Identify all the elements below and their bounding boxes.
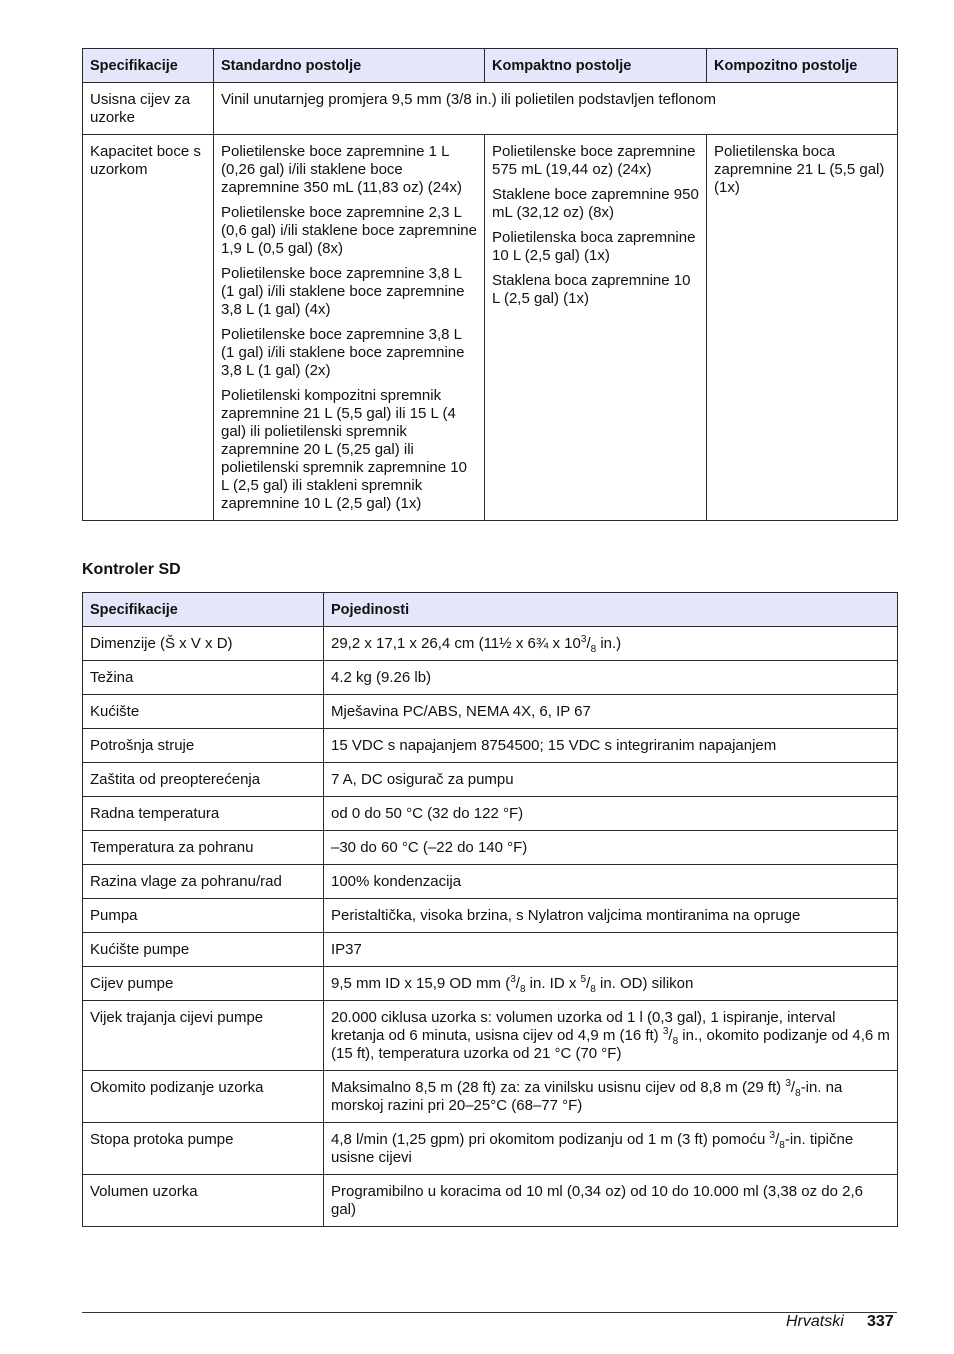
spec-label: Kapacitet boce s uzorkom [83, 135, 214, 521]
spec-label: Okomito podizanje uzorka [83, 1071, 324, 1123]
header-cell: Specifikacije [83, 49, 214, 83]
table-row [83, 695, 898, 729]
bottle-option: Polietilenska boca zapremnine 21 L (5,5 gal) (1x) [714, 143, 885, 196]
spec-value: 29,2 x 17,1 x 26,4 cm (11½ x 6¾ x $10^3/_8$ in.) [324, 627, 898, 661]
table-row [83, 729, 898, 763]
table-row [83, 831, 898, 865]
spec-value: 9,5 mm ID x 15,9 OD mm ($^3/_8$ in. ID x $^5/_8$ in. OD) silikon [324, 967, 898, 1001]
header-cell: Kompaktno postolje [485, 49, 707, 83]
standard-stand-cell [214, 135, 485, 521]
spec-value: –30 do 60 °C (–22 do 140 °F) [324, 831, 898, 865]
page-number: 337 [867, 1313, 894, 1330]
controller-specs-table [82, 592, 898, 1227]
spec-label: Usisna cijev za uzorke [83, 83, 214, 135]
spec-value: Mješavina PC/ABS, NEMA 4X, 6, IP 67 [324, 695, 898, 729]
spec-label: Dimenzije (Š x V x D) [83, 627, 324, 661]
bottle-option: Staklena boca zapremnine 10 L (2,5 gal) (1x) [492, 272, 691, 307]
bottle-option: Polietilenske boce zapremnine 575 mL (19,44 oz) (24x) [492, 143, 696, 178]
bottle-option: Polietilenske boce zapremnine 2,3 L (0,6 gal) i/ili staklene boce zapremnine 1,9 L (0,5 gal) (8x) [221, 204, 477, 257]
spec-label: Kućište [83, 695, 324, 729]
bottle-option: Polietilenska boca zapremnine 10 L (2,5 gal) (1x) [492, 229, 696, 264]
bottle-option: Staklene boce zapremnine 950 mL (32,12 oz) (8x) [492, 186, 699, 221]
spec-value: Vinil unutarnjeg promjera 9,5 mm (3/8 in.) ili polietilen podstavljen teflonom [214, 83, 898, 135]
footer-language: Hrvatski [786, 1313, 844, 1330]
table-row [83, 627, 898, 661]
spec-label: Vijek trajanja cijevi pumpe [83, 1001, 324, 1071]
header-cell: Kompozitno postolje [707, 49, 898, 83]
spec-label: Zaštita od preopterećenja [83, 763, 324, 797]
spec-value: 7 A, DC osigurač za pumpu [324, 763, 898, 797]
table-header-row [83, 593, 898, 627]
spec-label: Razina vlage za pohranu/rad [83, 865, 324, 899]
spec-label: Volumen uzorka [83, 1175, 324, 1227]
sampler-specs-table [82, 48, 898, 521]
table-row [83, 933, 898, 967]
spec-value: 15 VDC s napajanjem 8754500; 15 VDC s integriranim napajanjem [324, 729, 898, 763]
bottle-option: Polietilenske boce zapremnine 3,8 L (1 gal) i/ili staklene boce zapremnine 3,8 L (1 gal) (2x) [221, 326, 465, 379]
table-row [83, 661, 898, 695]
spec-label: Potrošnja struje [83, 729, 324, 763]
bottle-option: Polietilenske boce zapremnine 3,8 L (1 gal) i/ili staklene boce zapremnine 3,8 L (1 gal) (4x) [221, 265, 465, 318]
spec-value: 4,8 l/min (1,25 gpm) pri okomitom podizanju od 1 m (3 ft) pomoću $^3/_8-in$. tipične usisne cijevi [324, 1123, 898, 1175]
spec-value: Programibilno u koracima od 10 ml (0,34 oz) od 10 do 10.000 ml (3,38 oz do 2,6 gal) [324, 1175, 898, 1227]
spec-label: Težina [83, 661, 324, 695]
table-row [83, 797, 898, 831]
table-row [83, 865, 898, 899]
spec-value: 4.2 kg (9.26 lb) [324, 661, 898, 695]
spec-label: Pumpa [83, 899, 324, 933]
spec-label: Stopa protoka pumpe [83, 1123, 324, 1175]
header-cell: Pojedinosti [324, 593, 898, 627]
spec-value: Maksimalno 8,5 m (28 ft) za: za vinilsku usisnu cijev od 8,8 m (29 ft) $^3/_8-in$. na morskoj razini pri 20–25°C (68–77 °F) [324, 1071, 898, 1123]
header-cell: Specifikacije [83, 593, 324, 627]
composite-stand-cell [707, 135, 898, 521]
table-header-row [83, 49, 898, 83]
bottle-option: Polietilenski kompozitni spremnik zapremnine 21 L (5,5 gal) ili 15 L (4 gal) ili polietilenski spremnik zapremnine 20 L (5,25 gal) ili polietilenski spremnik zapremnine 10 L (2,5 gal) ili stakleni spremnik zapremnine 10 L (2,5 gal) (1x) [221, 387, 467, 512]
spec-label: Kućište pumpe [83, 933, 324, 967]
table-row [83, 1001, 898, 1071]
spec-value: Peristaltička, visoka brzina, s Nylatron valjcima montiranima na opruge [324, 899, 898, 933]
table-row [83, 135, 898, 521]
spec-label: Temperatura za pohranu [83, 831, 324, 865]
section-heading: Kontroler SD [82, 561, 181, 578]
table-row [83, 1123, 898, 1175]
spec-value: IP37 [324, 933, 898, 967]
spec-value: 100% kondenzacija [324, 865, 898, 899]
table-row [83, 763, 898, 797]
header-cell: Standardno postolje [214, 49, 485, 83]
spec-value: od 0 do 50 °C (32 do 122 °F) [324, 797, 898, 831]
table-row [83, 1175, 898, 1227]
table-row [83, 967, 898, 1001]
bottle-option: Polietilenske boce zapremnine 1 L (0,26 gal) i/ili staklene boce zapremnine 350 mL (11,83 oz) (24x) [221, 143, 462, 196]
table-row [83, 83, 898, 135]
table-row [83, 1071, 898, 1123]
spec-label: Radna temperatura [83, 797, 324, 831]
spec-value: 20.000 ciklusa uzorka s: volumen uzorka od 1 l (0,3 gal), 1 ispiranje, interval kretanja od 6 minuta, usisna cijev od 4,9 m (16 ft) $^3/_8$ in., okomito podizanje od 4,6 m (15 ft), temperatura uzorka od 21 °C (70 °F) [324, 1001, 898, 1071]
table-row [83, 899, 898, 933]
compact-stand-cell [485, 135, 707, 521]
footer-divider [82, 1312, 897, 1313]
spec-label: Cijev pumpe [83, 967, 324, 1001]
